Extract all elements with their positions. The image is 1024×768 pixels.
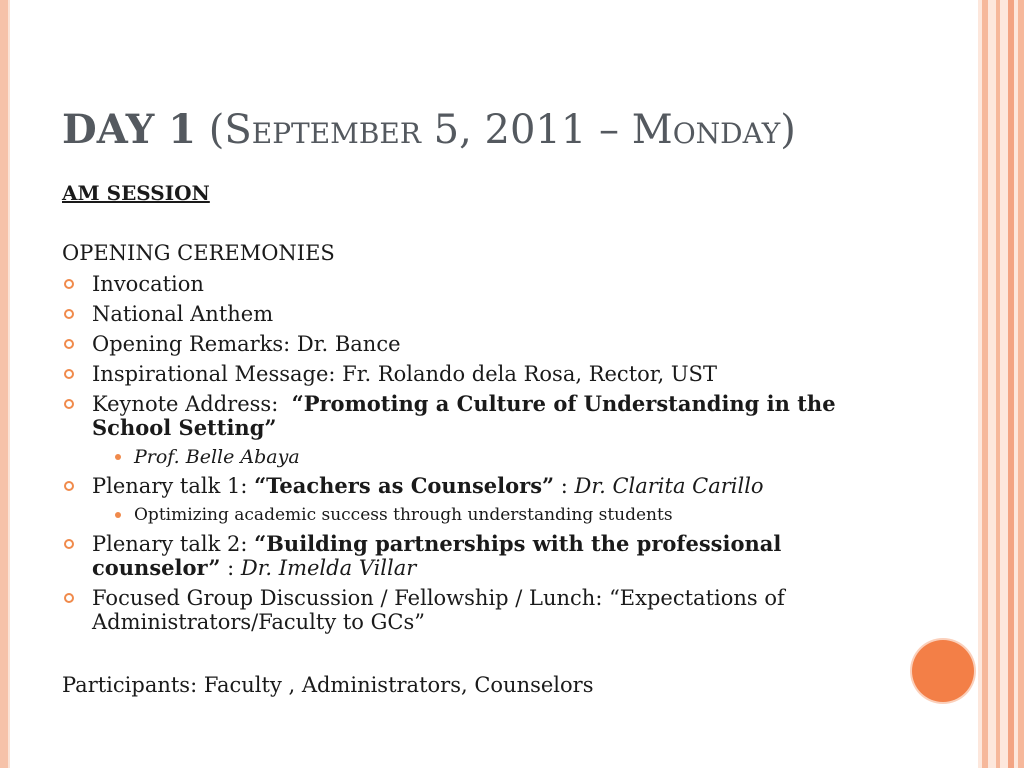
participants-line: Participants: Faculty , Administrators, Counselors <box>62 673 594 697</box>
plenary-1-title: “Teachers as Counselors” <box>254 473 555 498</box>
item-separator: : <box>554 474 575 498</box>
plenary-2-speaker: Dr. Imelda Villar <box>240 556 417 580</box>
title-date: (September 5, 2011 – Monday) <box>208 107 796 153</box>
agenda-list <box>62 272 852 634</box>
keynote-title: “Promoting a Culture of Understanding in the School Setting” <box>92 391 836 440</box>
plenary-1-description: Optimizing academic success through understanding students <box>134 505 673 525</box>
opening-ceremonies-label: OPENING CEREMONIES <box>62 241 335 265</box>
item-text: Focused Group Discussion / Fellowship / Lunch: “Expectations of Administrators/Faculty to GCs” <box>92 586 785 634</box>
list-item <box>62 272 852 296</box>
left-border-decoration <box>0 0 8 768</box>
item-text: Opening Remarks: Dr. Bance <box>92 332 401 356</box>
list-item <box>62 362 852 386</box>
sub-list <box>92 504 852 526</box>
plenary-2-title: “Building partnerships with the professional counselor” <box>92 531 782 580</box>
slide-content <box>62 180 852 698</box>
right-stripe-decoration <box>978 0 1024 768</box>
item-prefix: Keynote Address: <box>92 392 292 416</box>
sub-item-description <box>122 504 852 526</box>
list-item <box>62 586 852 634</box>
item-text: Invocation <box>92 272 204 296</box>
sub-list <box>92 446 852 468</box>
item-text: Inspirational Message: Fr. Rolando dela Rosa, Rector, UST <box>92 362 717 386</box>
item-text: National Anthem <box>92 302 274 326</box>
item-prefix: Plenary talk 1: <box>92 474 255 498</box>
list-item-plenary-1 <box>62 474 852 526</box>
list-item-keynote <box>62 392 852 468</box>
list-item <box>62 332 852 356</box>
session-heading: AM SESSION <box>62 181 210 205</box>
slide-title <box>62 104 796 156</box>
title-day: DAY 1 <box>62 106 197 153</box>
keynote-speaker: Prof. Belle Abaya <box>134 446 300 468</box>
item-separator: : <box>220 556 241 580</box>
orange-circle-decoration <box>912 640 974 702</box>
sub-item-speaker <box>122 446 852 468</box>
list-item <box>62 302 852 326</box>
list-item-plenary-2 <box>62 532 852 580</box>
plenary-1-speaker: Dr. Clarita Carillo <box>574 474 764 498</box>
item-prefix: Plenary talk 2: <box>92 532 255 556</box>
